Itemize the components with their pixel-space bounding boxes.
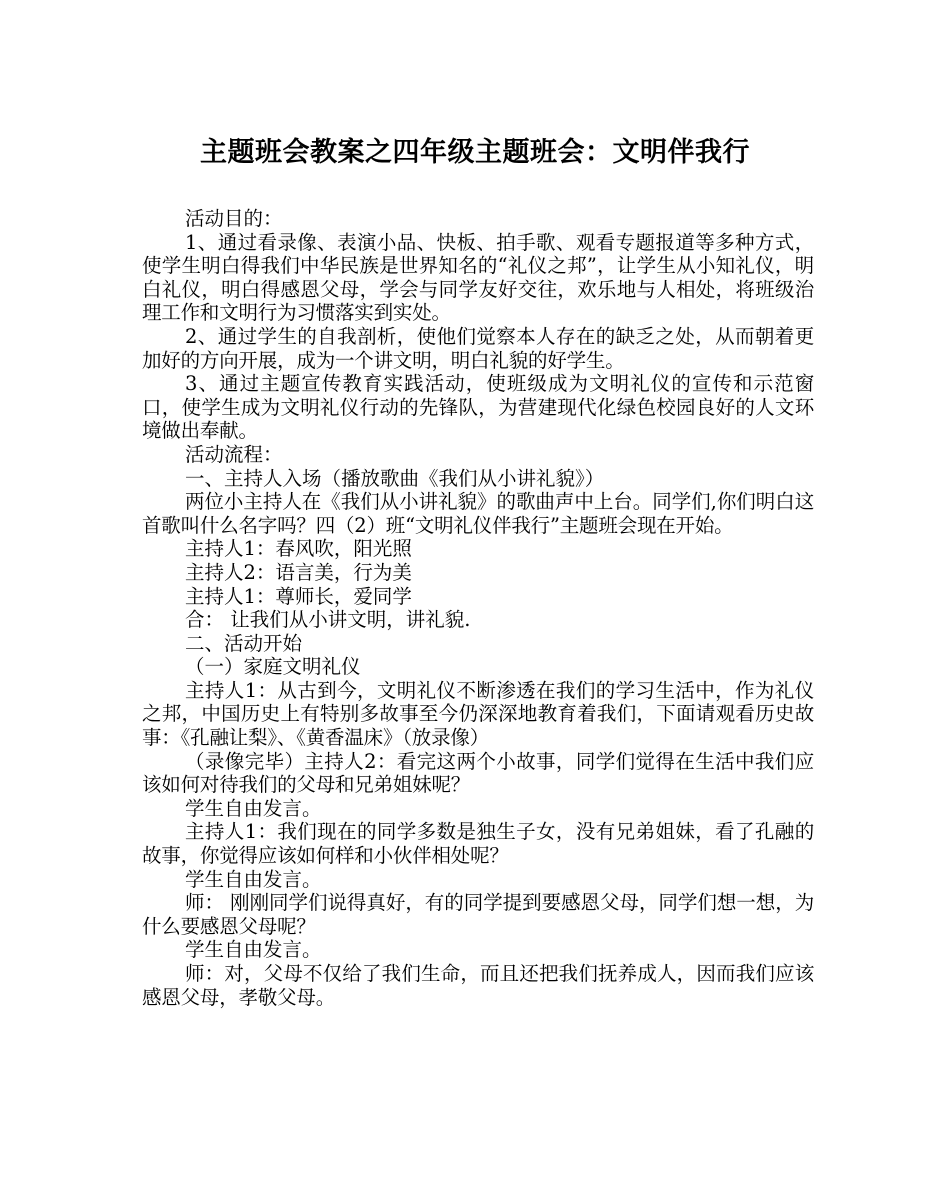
document-body xyxy=(142,207,814,1009)
paragraph-host1-line-a: 主持人1：春风吹，阳光照 xyxy=(185,537,412,561)
paragraph-goal-2: 2、通过学生的自我剖析，使他们觉察本人存在的缺乏之处，从而朝着更加好的方向开展，成为一个讲文明，明白礼貌的好学生。 xyxy=(142,324,814,372)
paragraph-goal-1: 1、通过看录像、表演小品、快板、拍手歌、观看专题报道等多种方式，使学生明白得我们中华民族是世界知名的“礼仪之邦”，让学生从小知礼仪，明白礼仪，明白得感恩父母，学会与同学友好交往，欢乐地与人相处，将班级治理工作和文明行为习惯落实到实处。 xyxy=(142,230,814,325)
paragraph-subsection-family-etiquette: （一）家庭文明礼仪 xyxy=(185,655,361,679)
paragraph-host2-line: 主持人2：语言美，行为美 xyxy=(185,560,412,584)
paragraph-student-speak-2: 学生自由发言。 xyxy=(185,867,322,891)
paragraph-section-host-entrance: 一、主持人入场（播放歌曲《我们从小讲礼貌》） xyxy=(185,466,605,490)
paragraph-host1-history: 主持人1：从古到今，文明礼仪不断渗透在我们的学习生活中，作为礼仪之邦，中国历史上有特别多故事至今仍深深地教育着我们，下面请观看历史故事：《孔融让梨》、《黄香温床》（放录像） xyxy=(142,678,814,750)
paragraph-host1-line-b: 主持人1：尊师长，爱同学 xyxy=(185,584,412,608)
paragraph-host-intro: 两位小主持人在《我们从小讲礼貌》的歌曲声中上台。同学们,你们明白这首歌叫什么名字吗？四（2）班“文明礼仪伴我行”主题班会现在开始。 xyxy=(142,490,814,537)
paragraph-student-speak-3: 学生自由发言。 xyxy=(185,938,322,962)
paragraph-host1-only-child: 主持人1：我们现在的同学多数是独生子女，没有兄弟姐妹，看了孔融的故事，你觉得应该如何样和小伙伴相处呢？ xyxy=(142,820,814,868)
paragraph-goal-3: 3、通过主题宣传教育实践活动，使班级成为文明礼仪的宣传和示范窗口，使学生成为文明礼仪行动的先锋队，为营建现代化绿色校园良好的人文环境做出奉献。 xyxy=(142,372,814,443)
paragraph-section-activity-start: 二、活动开始 xyxy=(185,631,303,655)
paragraph-host2-question: （录像完毕）主持人2：看完这两个小故事，同学们觉得在生活中我们应该如何对待我们的父母和兄弟姐妹呢？ xyxy=(142,749,814,797)
paragraph-activity-flow-heading: 活动流程： xyxy=(185,442,283,466)
paragraph-activity-goal-heading: 活动目的： xyxy=(185,207,283,230)
paragraph-teacher-conclusion: 师：对，父母不仅给了我们生命，而且还把我们抚养成人，因而我们应该感恩父母，孝敬父母。 xyxy=(142,962,814,1009)
paragraph-teacher-question: 师： 刚刚同学们说得真好，有的同学提到要感恩父母，同学们想一想，为什么要感恩父母呢？ xyxy=(142,891,814,938)
paragraph-together-line: 合： 让我们从小讲文明，讲礼貌. xyxy=(185,608,471,632)
paragraph-student-speak-1: 学生自由发言。 xyxy=(185,796,322,820)
document-title: 主题班会教案之四年级主题班会：文明伴我行 xyxy=(200,137,750,168)
